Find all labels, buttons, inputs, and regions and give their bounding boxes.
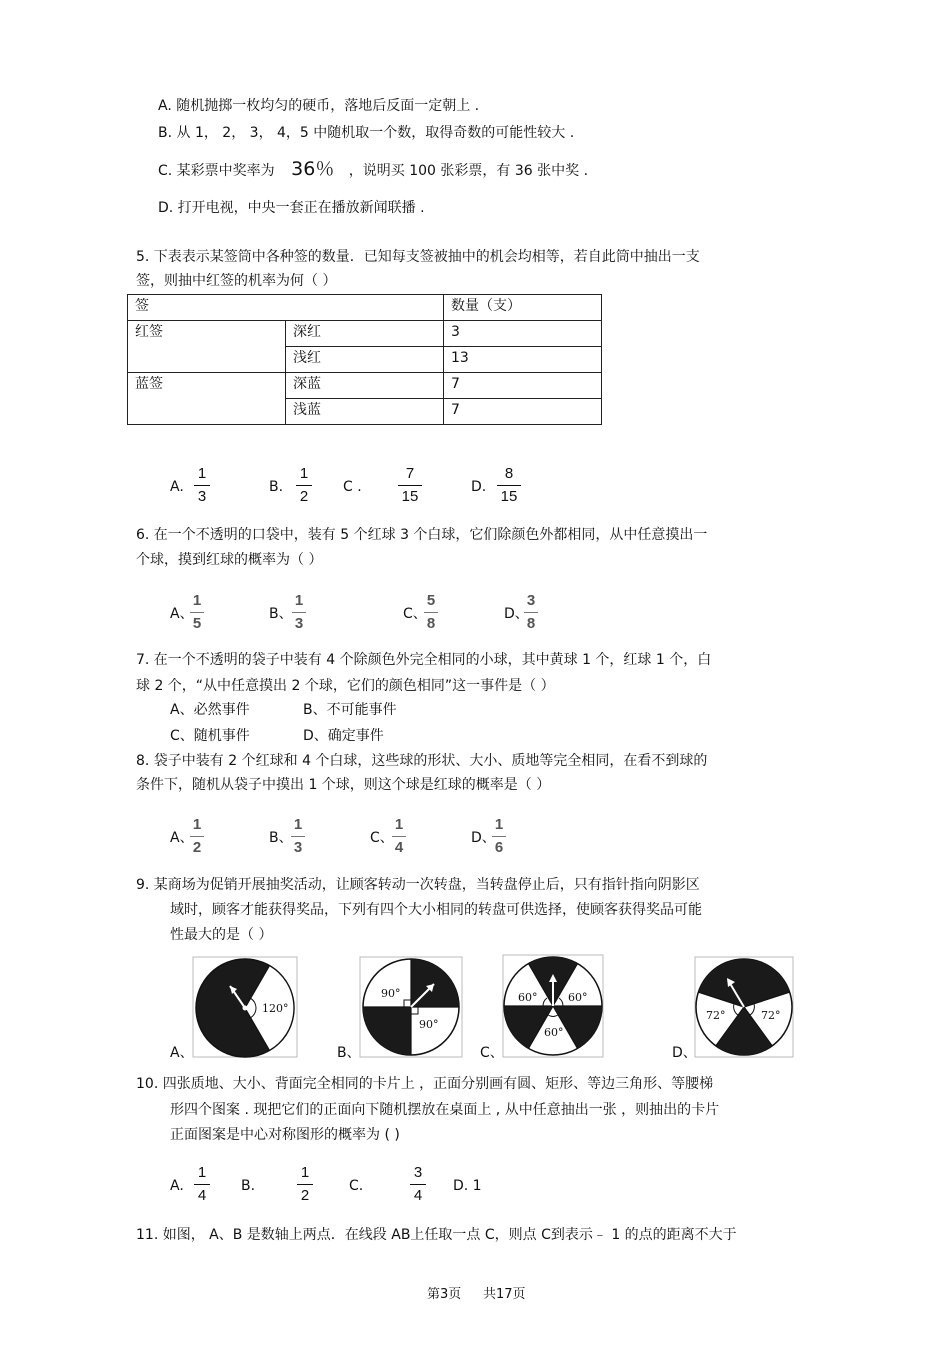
q5-option-a-label: A. xyxy=(170,479,184,495)
denominator: 8 xyxy=(526,615,536,632)
numerator: 1 xyxy=(293,816,303,833)
q10-option-a-label: A. xyxy=(170,1178,184,1194)
table-row xyxy=(128,321,602,347)
spinner-a-angle-label: 120° xyxy=(262,1002,289,1015)
spinner-c-figure xyxy=(502,954,604,1058)
fraction-bar xyxy=(492,836,506,837)
spinner-d-angle-label: 72° xyxy=(706,1009,726,1022)
blue-sign-cell: 蓝签 xyxy=(128,373,286,425)
q8-stem-line2: 条件下，随机从袋子中摸出 1 个球，则这个球是红球的概率是（ ） xyxy=(136,777,551,793)
fraction-bar xyxy=(296,485,312,486)
q7-option-c: C、随机事件 xyxy=(170,728,250,744)
numerator: 1 xyxy=(299,465,309,482)
spinner-d-angle-label: 72° xyxy=(761,1009,781,1022)
light-red-qty-cell: 13 xyxy=(444,347,602,373)
fraction-bar xyxy=(194,1184,210,1185)
q9-option-b-label: B、 xyxy=(337,1045,361,1061)
numerator: 1 xyxy=(197,1164,207,1181)
q10-option-c-fraction xyxy=(410,1164,426,1204)
denominator: 6 xyxy=(494,839,504,856)
q5-option-b-label: B. xyxy=(269,479,284,495)
q9-stem-line1: 9. 某商场为促销开展抽奖活动，让顾客转动一次转盘，当转盘停止后，只有指针指向阴影区 xyxy=(136,877,700,893)
q10-option-a-fraction xyxy=(194,1164,210,1204)
denominator: 4 xyxy=(394,839,404,856)
numerator: 5 xyxy=(426,592,436,609)
numerator: 1 xyxy=(294,592,304,609)
q6-option-b-fraction xyxy=(292,592,306,632)
denominator: 5 xyxy=(192,615,202,632)
spinner-c-angle-label: 60° xyxy=(518,991,538,1004)
fraction-bar xyxy=(424,612,438,613)
q11-stem-line1: 11. 如图， A、B 是数轴上两点．在线段 AB上任取一点 C，则点 C到表示﹣ 1 的点的距离不大于 xyxy=(136,1227,737,1243)
denominator: 3 xyxy=(197,488,207,505)
q5-option-a-fraction xyxy=(194,465,210,505)
q10-stem-line1: 10. 四张质地、大小、背面完全相同的卡片上 ，正面分别画有圆、矩形、等边三角形、等腰梯 xyxy=(136,1076,714,1092)
fraction-bar xyxy=(297,1184,313,1185)
q9-option-a-label: A、 xyxy=(170,1045,194,1061)
q9-option-d-label: D、 xyxy=(672,1045,697,1061)
q8-option-d-label: D、 xyxy=(471,830,496,846)
page-number: 第3页 xyxy=(427,1287,462,1302)
q4-option-b: B. 从 1， 2， 3， 4，5 中随机取一个数，取得奇数的可能性较大 . xyxy=(158,125,575,141)
denominator: 4 xyxy=(197,1187,207,1204)
q8-option-c-fraction xyxy=(392,816,406,856)
q10-stem-line2: 形四个图案 . 现把它们的正面向下随机摆放在桌面上 , 从中任意抽出一张 ，则抽出的卡片 xyxy=(170,1102,720,1118)
spinner-d-figure xyxy=(694,956,794,1058)
q9-stem-line2: 域时，顾客才能获得奖品，下列有四个大小相同的转盘可供选择，使顾客获得奖品可能 xyxy=(170,902,702,918)
q5-option-b-fraction xyxy=(296,465,312,505)
numerator: 1 xyxy=(394,816,404,833)
fraction-bar xyxy=(194,485,210,486)
q8-option-d-fraction xyxy=(492,816,506,856)
q8-option-a-fraction xyxy=(190,816,204,856)
numerator: 1 xyxy=(300,1164,310,1181)
q10-option-d: D. 1 xyxy=(453,1178,482,1194)
q5-option-c-label: C . xyxy=(343,479,362,495)
fraction-bar xyxy=(497,485,521,486)
q6-option-c-fraction xyxy=(424,592,438,632)
q8-option-b-fraction xyxy=(291,816,305,856)
numerator: 1 xyxy=(192,592,202,609)
q4-option-c-prefix: C. 某彩票中奖率为 xyxy=(158,163,275,179)
q4-option-c-suffix: ，说明买 100 张彩票，有 36 张中奖 . xyxy=(348,163,589,179)
denominator: 2 xyxy=(299,488,309,505)
light-blue-qty-cell: 7 xyxy=(444,399,602,425)
spinner-b-angle-label: 90° xyxy=(381,987,401,1000)
q5-option-c-fraction xyxy=(398,465,422,505)
q10-option-b-fraction xyxy=(297,1164,313,1204)
table-row xyxy=(128,373,602,399)
spinner-b-figure xyxy=(359,956,463,1058)
q9-option-c-label: C、 xyxy=(480,1045,504,1061)
fraction-bar xyxy=(190,836,204,837)
numerator: 1 xyxy=(192,816,202,833)
dark-red-qty-cell: 3 xyxy=(444,321,602,347)
denominator: 15 xyxy=(401,488,419,505)
sign-count-table xyxy=(127,294,602,425)
q4-option-c xyxy=(158,160,588,180)
denominator: 2 xyxy=(192,839,202,856)
q7-option-b: B、不可能事件 xyxy=(303,702,397,718)
dark-red-cell: 深红 xyxy=(286,321,444,347)
spinner-c-angle-label: 60° xyxy=(544,1026,564,1039)
light-blue-cell: 浅蓝 xyxy=(286,399,444,425)
q6-option-d-fraction xyxy=(524,592,538,632)
fraction-bar xyxy=(398,485,422,486)
fraction-bar xyxy=(190,612,204,613)
header-sign-cell: 签 xyxy=(128,295,444,321)
dark-blue-qty-cell: 7 xyxy=(444,373,602,399)
q6-option-b-label: B、 xyxy=(269,606,293,622)
q8-option-a-label: A、 xyxy=(170,830,194,846)
q8-option-b-label: B、 xyxy=(269,830,293,846)
header-qty-cell: 数量（支） xyxy=(444,295,602,321)
fraction-bar xyxy=(291,836,305,837)
q6-option-c-label: C、 xyxy=(403,606,427,622)
q10-option-b-label: B. xyxy=(241,1178,256,1194)
q6-option-d-label: D、 xyxy=(504,606,529,622)
q7-option-d: D、确定事件 xyxy=(303,728,384,744)
denominator: 8 xyxy=(426,615,436,632)
fraction-bar xyxy=(392,836,406,837)
q8-stem-line1: 8. 袋子中装有 2 个红球和 4 个白球，这些球的形状、大小、质地等完全相同，在看不到球的 xyxy=(136,753,708,769)
q4-option-d: D. 打开电视，中央一套正在播放新闻联播 . xyxy=(158,200,425,216)
red-sign-cell: 红签 xyxy=(128,321,286,373)
spinner-c-angle-label: 60° xyxy=(568,991,588,1004)
numerator: 8 xyxy=(504,465,514,482)
q5-stem-line2: 签，则抽中红签的机率为何（ ） xyxy=(136,273,337,289)
denominator: 15 xyxy=(500,488,518,505)
spinner-b-angle-label: 90° xyxy=(419,1018,439,1031)
q6-option-a-label: A、 xyxy=(170,606,194,622)
numerator: 1 xyxy=(197,465,207,482)
q6-stem-line2: 个球，摸到红球的概率为（ ） xyxy=(136,552,323,568)
q4-option-a: A. 随机抛掷一枚均匀的硬币，落地后反面一定朝上 . xyxy=(158,98,480,114)
q10-stem-line3: 正面图案是中心对称图形的概率为 ( ) xyxy=(170,1127,400,1143)
denominator: 4 xyxy=(413,1187,423,1204)
table-row xyxy=(128,295,602,321)
fraction-bar xyxy=(292,612,306,613)
dark-blue-cell: 深蓝 xyxy=(286,373,444,399)
fraction-bar xyxy=(410,1184,426,1185)
fraction-bar xyxy=(524,612,538,613)
q8-option-c-label: C、 xyxy=(370,830,394,846)
denominator: 2 xyxy=(300,1187,310,1204)
q4-option-c-percent: 36％ xyxy=(291,158,335,180)
q10-option-c-label: C. xyxy=(349,1178,364,1194)
q9-stem-line3: 性最大的是（ ） xyxy=(170,927,273,943)
numerator: 3 xyxy=(526,592,536,609)
q7-stem-line1: 7. 在一个不透明的袋子中装有 4 个除颜色外完全相同的小球，其中黄球 1 个，红球 1 个，白 xyxy=(136,652,712,668)
light-red-cell: 浅红 xyxy=(286,347,444,373)
q6-option-a-fraction xyxy=(190,592,204,632)
page-total: 共17页 xyxy=(483,1287,526,1302)
denominator: 3 xyxy=(294,615,304,632)
q5-option-d-label: D. xyxy=(471,479,487,495)
q5-stem-line1: 5. 下表表示某签筒中各种签的数量．已知每支签被抽中的机会均相等，若自此筒中抽出一支 xyxy=(136,249,700,265)
spinner-a-figure xyxy=(192,956,298,1058)
q7-stem-line2: 球 2 个，“从中任意摸出 2 个球，它们的颜色相同”这一事件是（ ） xyxy=(136,678,555,694)
q6-stem-line1: 6. 在一个不透明的口袋中，装有 5 个红球 3 个白球，它们除颜色外都相同，从中任意摸出一 xyxy=(136,527,708,543)
denominator: 3 xyxy=(293,839,303,856)
numerator: 1 xyxy=(494,816,504,833)
numerator: 3 xyxy=(413,1164,423,1181)
numerator: 7 xyxy=(405,465,415,482)
q7-option-a: A、必然事件 xyxy=(170,702,250,718)
q5-option-d-fraction xyxy=(497,465,521,505)
